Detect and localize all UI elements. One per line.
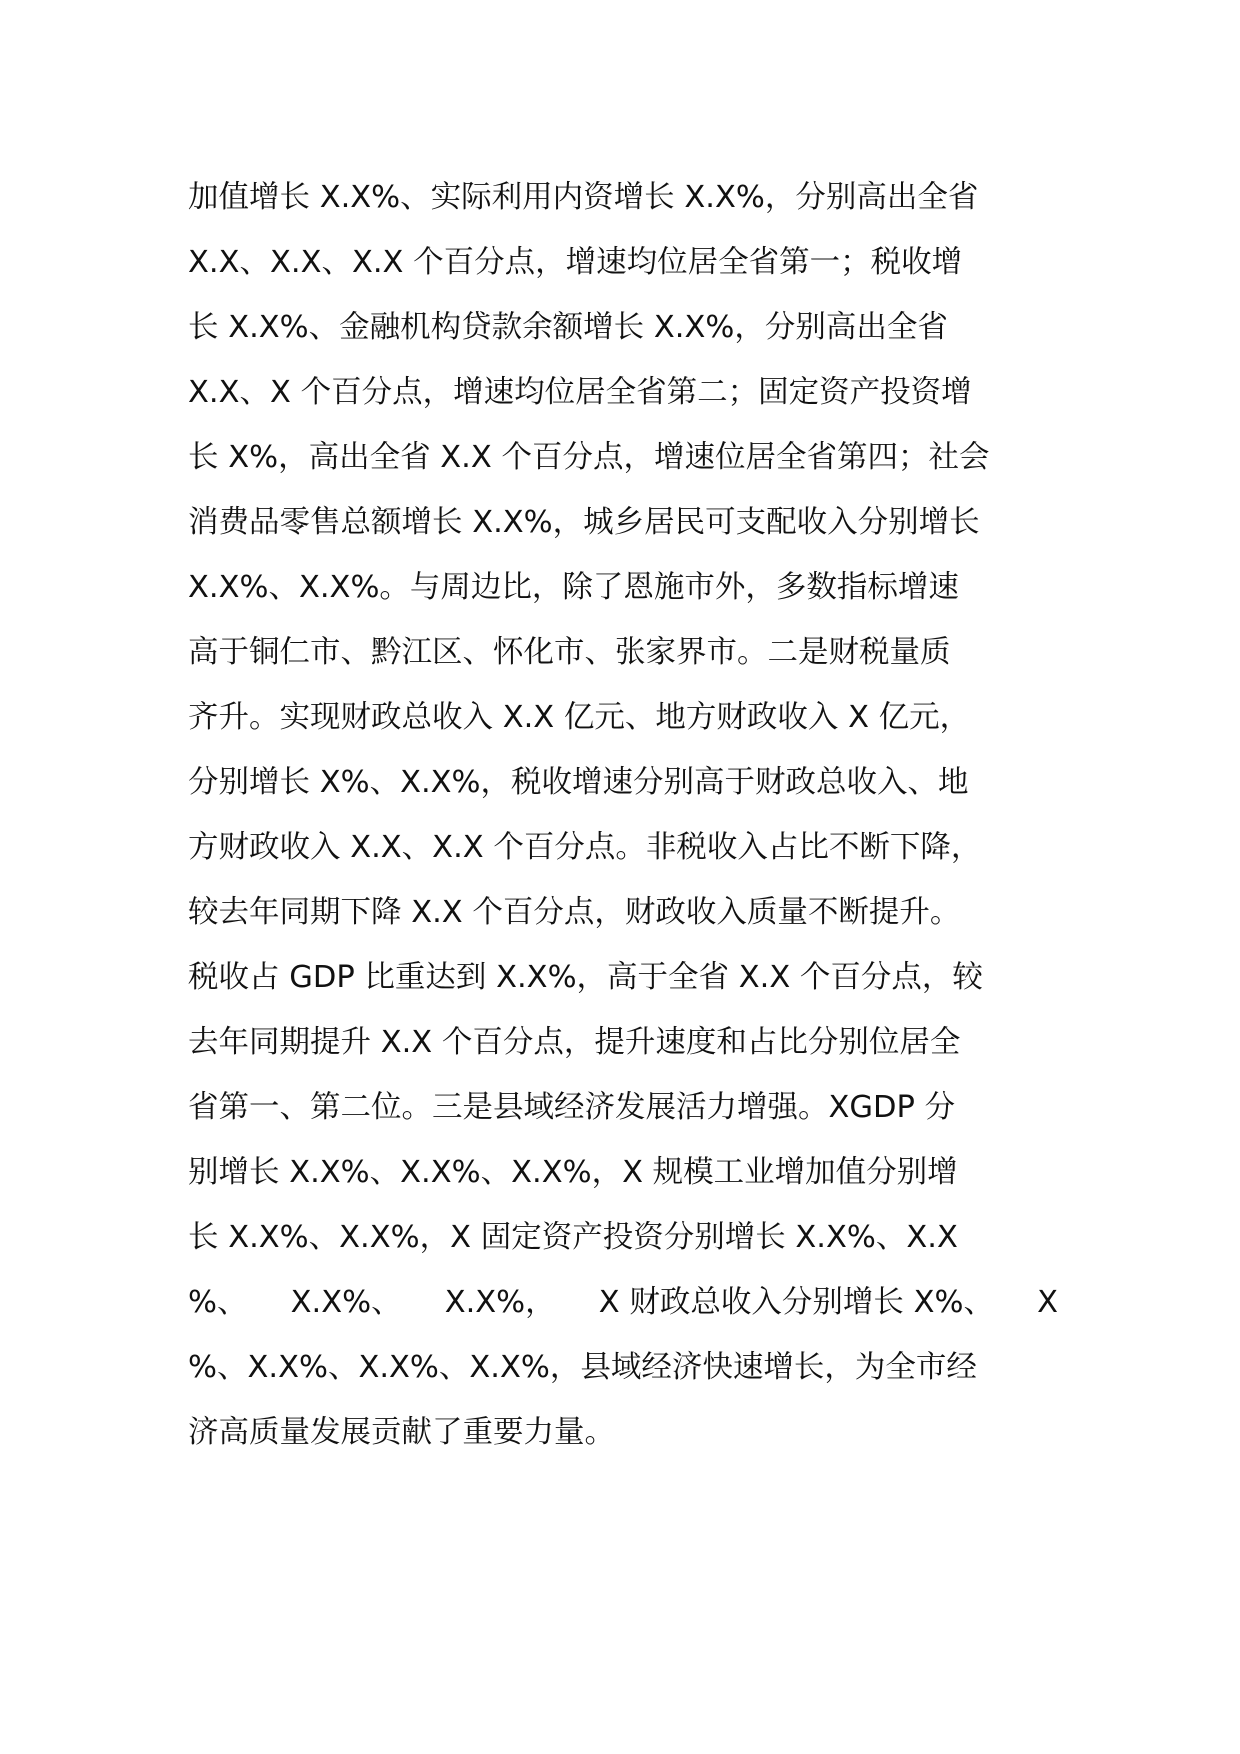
text-line: 省第一、第二位。三是县域经济发展活力增强。XGDP 分: [188, 1090, 956, 1125]
text-line: 济高质量发展贡献了重要力量。: [188, 1415, 615, 1450]
text-segment: X.X%，: [444, 1285, 556, 1320]
text-line: X.X、X.X、X.X 个百分点，增速均位居全省第一；税收增: [188, 245, 963, 280]
text-line-justified: [188, 1270, 1058, 1335]
text-line: 齐升。实现财政总收入 X.X 亿元、地方财政收入 X 亿元，: [188, 700, 971, 735]
text-line: 加值增长 X.X%、实际利用内资增长 X.X%，分别高出全省: [188, 180, 979, 215]
text-segment: X.X%、: [290, 1285, 402, 1320]
text-line: 长 X.X%、金融机构贷款余额增长 X.X%，分别高出全省: [188, 310, 948, 345]
text-segment: X 财政总收入分别增长 X%、: [598, 1285, 994, 1320]
text-line: X.X%、X.X%。与周边比，除了恩施市外，多数指标增速: [188, 570, 959, 605]
text-line: 方财政收入 X.X、X.X 个百分点。非税收入占比不断下降，: [188, 830, 982, 865]
text-line: 消费品零售总额增长 X.X%，城乡居民可支配收入分别增长: [188, 505, 980, 540]
body-paragraph: [188, 165, 1058, 1465]
text-line: 高于铜仁市、黔江区、怀化市、张家界市。二是财税量质: [188, 635, 951, 670]
text-line: 去年同期提升 X.X 个百分点，提升速度和占比分别位居全: [188, 1025, 961, 1060]
text-segment: %、: [188, 1285, 248, 1320]
text-line: 长 X.X%、X.X%，X 固定资产投资分别增长 X.X%、X.X: [188, 1220, 958, 1255]
text-line: 长 X%，高出全省 X.X 个百分点，增速位居全省第四；社会: [188, 440, 990, 475]
text-line: %、X.X%、X.X%、X.X%，县域经济快速增长，为全市经: [188, 1350, 977, 1385]
text-line: 分别增长 X%、X.X%，税收增速分别高于财政总收入、地: [188, 765, 969, 800]
text-line: 别增长 X.X%、X.X%、X.X%，X 规模工业增加值分别增: [188, 1155, 958, 1190]
text-line: 较去年同期下降 X.X 个百分点，财政收入质量不断提升。: [188, 895, 961, 930]
text-line: 税收占 GDP 比重达到 X.X%，高于全省 X.X 个百分点，较: [188, 960, 983, 995]
text-line: X.X、X 个百分点，增速均位居全省第二；固定资产投资增: [188, 375, 972, 410]
text-segment: X: [1037, 1285, 1058, 1320]
